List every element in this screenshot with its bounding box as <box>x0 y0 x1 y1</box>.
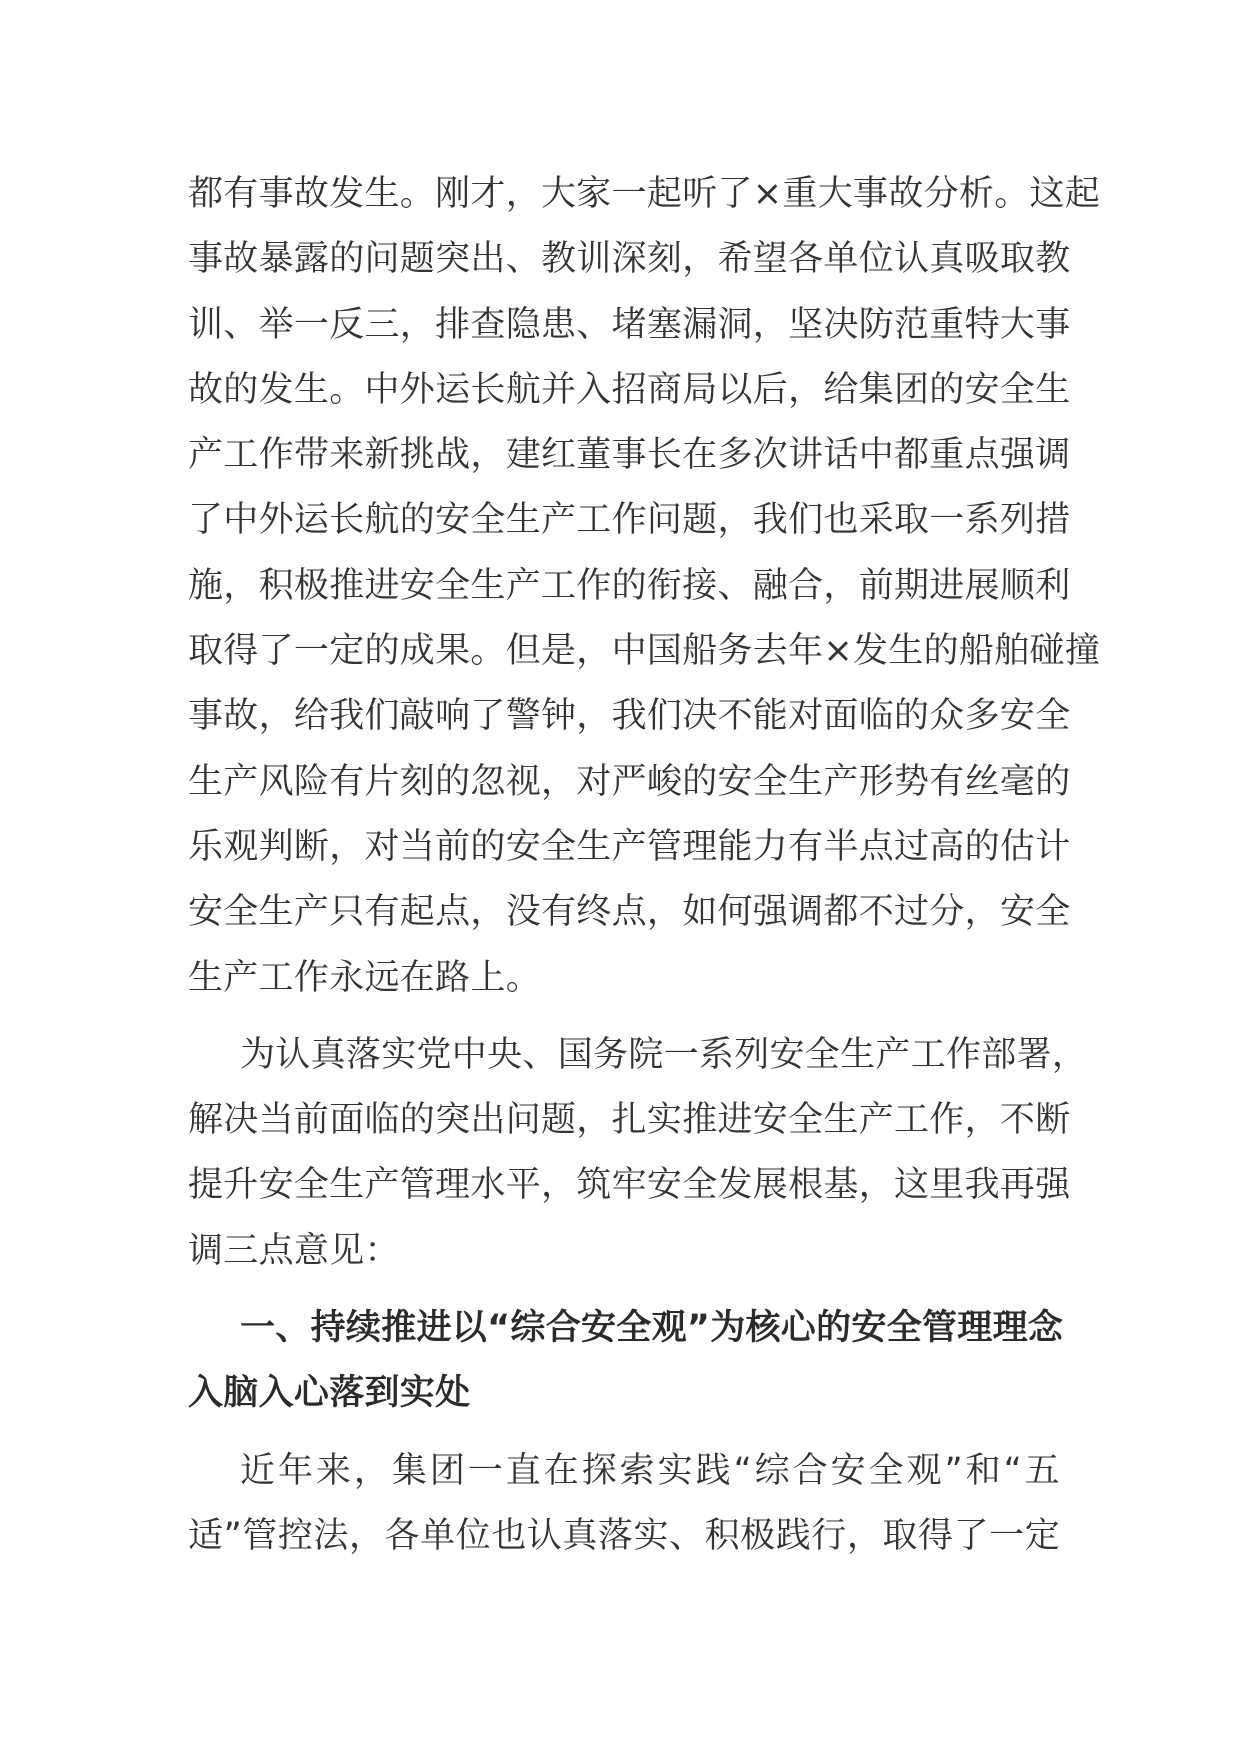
document-page <box>188 162 1101 1569</box>
text-line: 都有事故发生。刚才，大家一起听了×重大事故分析。这起 <box>188 174 1101 214</box>
text-line: 安全生产只有起点，没有终点，如何强调都不过分，安全 <box>188 892 1071 933</box>
heading-line: 一、持续推进以“综合安全观”为核心的安全管理理念 <box>240 1308 1064 1349</box>
heading-line: 入脑入心落到实处 <box>188 1373 471 1414</box>
text-line: 事故暴露的问题突出、教训深刻，希望各单位认真吸取教 <box>188 239 1071 280</box>
section-heading-1 <box>188 1296 1064 1427</box>
paragraph-spacer <box>188 1011 1060 1023</box>
text-line: 提升安全生产管理水平，筑牢安全发展根基，这里我再强 <box>188 1165 1071 1206</box>
text-line: 乐观判断，对当前的安全生产管理能力有半点过高的估计 <box>188 826 1071 867</box>
paragraph-spacer <box>188 1427 1060 1439</box>
paragraph-2 <box>188 1023 1088 1284</box>
text-line: 取得了一定的成果。但是，中国船务去年×发生的船舶碰撞 <box>188 631 1101 672</box>
text-line: 施，积极推进安全生产工作的衔接、融合，前期进展顺利 <box>188 565 1071 606</box>
paragraph-1 <box>188 162 1101 1011</box>
text-line: 事故，给我们敲响了警钟，我们决不能对面临的众多安全 <box>188 696 1071 737</box>
text-line: 调三点意见： <box>188 1230 400 1271</box>
text-line: 适”管控法，各单位也认真落实、积极践行，取得了一定 <box>188 1515 1060 1556</box>
text-line: 训、举一反三，排查隐患、堵塞漏洞，坚决防范重特大事 <box>188 304 1071 345</box>
paragraph-spacer <box>188 1284 1060 1296</box>
text-line: 了中外运长航的安全生产工作问题，我们也采取一系列措 <box>188 500 1071 541</box>
text-line: 生产工作永远在路上。 <box>188 957 542 998</box>
text-line: 生产风险有片刻的忽视，对严峻的安全生产形势有丝毫的 <box>188 761 1071 802</box>
text-line: 故的发生。中外运长航并入招商局以后，给集团的安全生 <box>188 369 1071 410</box>
text-line: 为认真落实党中央、国务院一系列安全生产工作部署， <box>240 1034 1088 1075</box>
text-line: 近年来，集团一直在探索实践“综合安全观”和“五 <box>240 1450 1060 1491</box>
text-line: 产工作带来新挑战，建红董事长在多次讲话中都重点强调 <box>188 435 1071 476</box>
text-line: 解决当前面临的突出问题，扎实推进安全生产工作，不断 <box>188 1100 1071 1141</box>
paragraph-3 <box>188 1439 1060 1570</box>
